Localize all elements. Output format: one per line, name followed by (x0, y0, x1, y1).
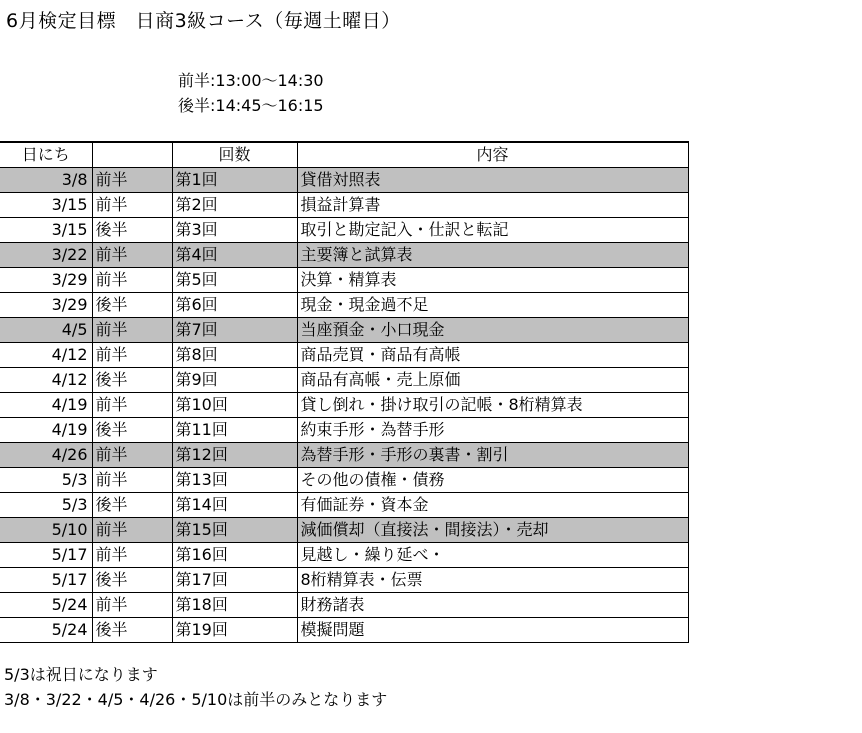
row-content: 財務諸表 (297, 593, 688, 618)
table-row (0, 218, 688, 243)
row-period: 前半 (92, 543, 172, 568)
row-session: 第2回 (172, 193, 297, 218)
row-period: 前半 (92, 443, 172, 468)
schedule-table (0, 141, 689, 643)
row-content: 有価証券・資本金 (297, 493, 688, 518)
table-row (0, 318, 688, 343)
row-content: 為替手形・手形の裏書・割引 (297, 443, 688, 468)
table-row (0, 268, 688, 293)
row-date: 5/17 (0, 543, 92, 568)
row-session: 第14回 (172, 493, 297, 518)
row-period: 後半 (92, 368, 172, 393)
row-date: 3/22 (0, 243, 92, 268)
row-date: 3/8 (0, 168, 92, 193)
header-date: 日にち (0, 142, 92, 168)
row-session: 第7回 (172, 318, 297, 343)
table-row (0, 368, 688, 393)
row-session: 第11回 (172, 418, 297, 443)
header-content: 内容 (297, 142, 688, 168)
row-period: 後半 (92, 218, 172, 243)
row-date: 5/3 (0, 468, 92, 493)
row-session: 第8回 (172, 343, 297, 368)
row-content: 商品売買・商品有高帳 (297, 343, 688, 368)
row-period: 前半 (92, 268, 172, 293)
row-date: 5/24 (0, 593, 92, 618)
row-date: 3/15 (0, 218, 92, 243)
table-row (0, 568, 688, 593)
row-session: 第10回 (172, 393, 297, 418)
row-period: 後半 (92, 293, 172, 318)
table-row (0, 193, 688, 218)
row-session: 第9回 (172, 368, 297, 393)
row-content: 決算・精算表 (297, 268, 688, 293)
table-row (0, 168, 688, 193)
row-date: 3/29 (0, 293, 92, 318)
row-content: 当座預金・小口現金 (297, 318, 688, 343)
row-period: 前半 (92, 593, 172, 618)
row-period: 前半 (92, 318, 172, 343)
row-content: 貸し倒れ・掛け取引の記帳・8桁精算表 (297, 393, 688, 418)
row-content: 模擬問題 (297, 618, 688, 643)
table-row (0, 493, 688, 518)
row-period: 前半 (92, 518, 172, 543)
row-period: 前半 (92, 243, 172, 268)
row-session: 第17回 (172, 568, 297, 593)
session-times (178, 68, 324, 118)
row-date: 4/5 (0, 318, 92, 343)
row-content: 主要簿と試算表 (297, 243, 688, 268)
row-session: 第19回 (172, 618, 297, 643)
first-half-time: 前半:13:00〜14:30 (178, 71, 324, 90)
row-period: 後半 (92, 418, 172, 443)
row-content: 貸借対照表 (297, 168, 688, 193)
row-session: 第4回 (172, 243, 297, 268)
row-session: 第18回 (172, 593, 297, 618)
row-content: 取引と勘定記入・仕訳と転記 (297, 218, 688, 243)
row-date: 4/26 (0, 443, 92, 468)
page-title: 6月検定目標 日商3級コース（毎週土曜日） (6, 10, 401, 32)
row-content: 商品有高帳・売上原価 (297, 368, 688, 393)
row-session: 第1回 (172, 168, 297, 193)
row-date: 4/12 (0, 343, 92, 368)
row-date: 3/29 (0, 268, 92, 293)
row-content: 見越し・繰り延べ・ (297, 543, 688, 568)
row-session: 第6回 (172, 293, 297, 318)
row-content: その他の債権・債務 (297, 468, 688, 493)
row-session: 第12回 (172, 443, 297, 468)
row-period: 後半 (92, 493, 172, 518)
table-row (0, 518, 688, 543)
header-session: 回数 (172, 142, 297, 168)
row-date: 4/19 (0, 418, 92, 443)
row-date: 4/19 (0, 393, 92, 418)
row-period: 後半 (92, 568, 172, 593)
row-period: 前半 (92, 468, 172, 493)
table-row (0, 543, 688, 568)
row-period: 前半 (92, 168, 172, 193)
row-period: 前半 (92, 193, 172, 218)
table-header-row (0, 142, 688, 168)
table-row (0, 293, 688, 318)
row-period: 前半 (92, 393, 172, 418)
row-content: 約束手形・為替手形 (297, 418, 688, 443)
table-row (0, 243, 688, 268)
row-content: 減価償却（直接法・間接法）・売却 (297, 518, 688, 543)
row-session: 第15回 (172, 518, 297, 543)
row-session: 第5回 (172, 268, 297, 293)
row-date: 5/24 (0, 618, 92, 643)
row-date: 5/17 (0, 568, 92, 593)
row-content: 8桁精算表・伝票 (297, 568, 688, 593)
table-row (0, 618, 688, 643)
table-row (0, 418, 688, 443)
second-half-time: 後半:14:45〜16:15 (178, 96, 324, 115)
row-period: 後半 (92, 618, 172, 643)
row-content: 現金・現金過不足 (297, 293, 688, 318)
row-session: 第16回 (172, 543, 297, 568)
row-date: 5/3 (0, 493, 92, 518)
row-date: 4/12 (0, 368, 92, 393)
schedule-body (0, 168, 688, 643)
row-date: 5/10 (0, 518, 92, 543)
row-date: 3/15 (0, 193, 92, 218)
row-session: 第13回 (172, 468, 297, 493)
row-content: 損益計算書 (297, 193, 688, 218)
table-row (0, 468, 688, 493)
header-period (92, 142, 172, 168)
table-row (0, 393, 688, 418)
table-row (0, 343, 688, 368)
holiday-note: 5/3は祝日になります (4, 665, 158, 684)
table-row (0, 443, 688, 468)
table-row (0, 593, 688, 618)
row-period: 前半 (92, 343, 172, 368)
first-half-only-note: 3/8・3/22・4/5・4/26・5/10は前半のみとなります (4, 690, 388, 709)
row-session: 第3回 (172, 218, 297, 243)
